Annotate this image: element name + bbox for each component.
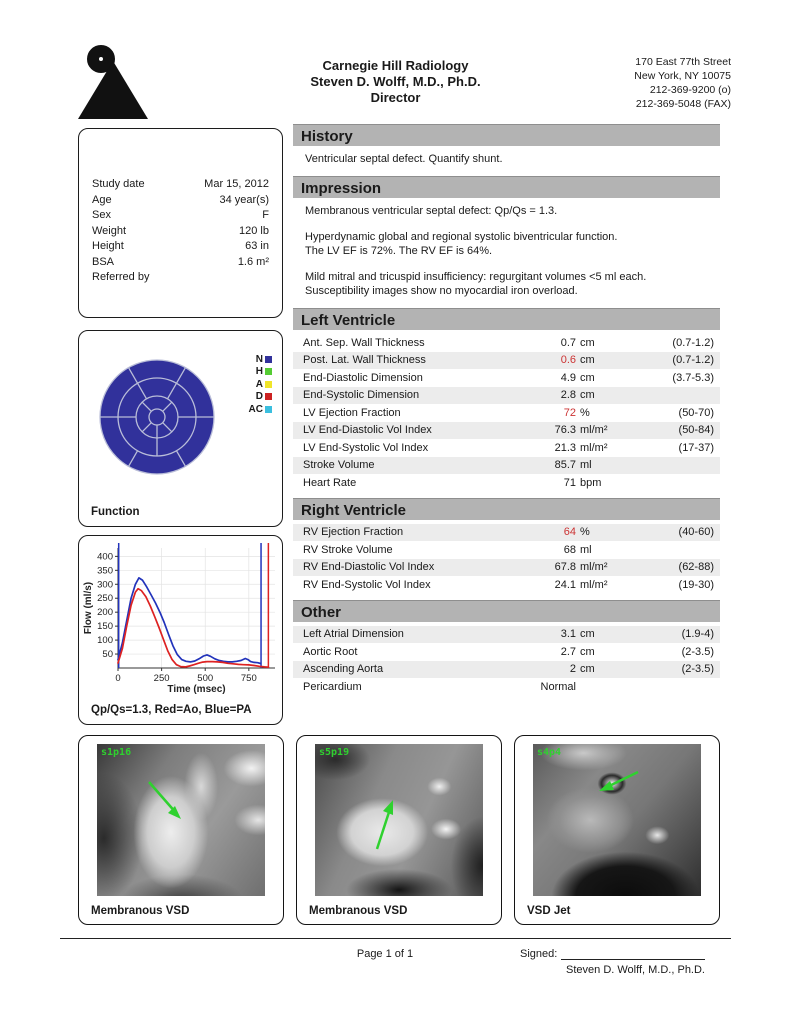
- row-label: Pericardium: [303, 680, 362, 693]
- svg-text:50: 50: [102, 649, 113, 661]
- table-row: [293, 541, 720, 559]
- row-label: RV End-Systolic Vol Index: [303, 578, 431, 591]
- row-range: (2-3.5): [681, 645, 714, 658]
- phone-line: 212-369-9200 (o): [649, 84, 731, 96]
- image-caption: VSD Jet: [527, 905, 571, 917]
- patient-label: BSA: [92, 255, 115, 268]
- legend-label: H: [255, 366, 263, 378]
- legend-label: N: [255, 353, 263, 365]
- row-label: Post. Lat. Wall Thickness: [303, 354, 426, 367]
- table-row: [293, 334, 720, 352]
- svg-text:100: 100: [97, 635, 113, 647]
- row-value: 68: [563, 543, 576, 556]
- svg-text:150: 150: [97, 621, 113, 633]
- row-label: Ant. Sep. Wall Thickness: [303, 336, 425, 349]
- row-label: Aortic Root: [303, 645, 358, 658]
- section-header-right-ventricle: Right Ventricle: [293, 498, 720, 520]
- row-label: LV Ejection Fraction: [303, 406, 401, 419]
- row-unit: ml: [580, 459, 592, 472]
- flow-caption: Qp/Qs=1.3, Red=Ao, Blue=PA: [91, 704, 252, 716]
- patient-value: 120 lb: [239, 224, 269, 237]
- patient-row: [92, 224, 269, 240]
- table-row: [293, 678, 720, 696]
- row-label: RV End-Diastolic Vol Index: [303, 561, 435, 574]
- svg-text:Time (msec): Time (msec): [167, 684, 226, 695]
- row-unit: cm: [580, 389, 595, 402]
- flow-chart: [81, 540, 283, 705]
- patient-row: [92, 177, 269, 193]
- row-unit: cm: [580, 645, 595, 658]
- impression-line: The LV EF is 72%. The RV EF is 64%.: [305, 245, 493, 257]
- row-unit: %: [580, 406, 590, 419]
- legend-swatch: [265, 368, 272, 375]
- patient-label: Age: [92, 193, 112, 206]
- row-label: Ascending Aorta: [303, 663, 384, 676]
- table-row: [293, 369, 720, 387]
- row-value: Normal: [540, 680, 576, 693]
- section-header-history: History: [293, 124, 720, 146]
- row-value: 2.8: [560, 389, 576, 402]
- address-line: New York, NY 10075: [634, 70, 731, 82]
- patient-row: [92, 270, 269, 286]
- row-label: LV End-Systolic Vol Index: [303, 441, 429, 454]
- row-label: End-Systolic Dimension: [303, 389, 420, 402]
- row-label: End-Diastolic Dimension: [303, 371, 423, 384]
- row-value: 67.8: [554, 561, 576, 574]
- table-row: [293, 559, 720, 577]
- svg-text:200: 200: [97, 607, 113, 619]
- signature-line: [561, 948, 705, 960]
- other-table: [293, 626, 720, 696]
- row-unit: cm: [580, 663, 595, 676]
- frame-code: s4p4: [537, 747, 562, 758]
- mri-panel-1: [78, 735, 284, 925]
- row-value-abnormal: 72: [563, 406, 576, 419]
- table-row: [293, 404, 720, 422]
- legend-swatch: [265, 393, 272, 400]
- impression-line: Susceptibility images show no myocardial iron overload.: [305, 285, 578, 297]
- patient-label: Referred by: [92, 271, 150, 283]
- legend-label: AC: [248, 403, 263, 415]
- svg-text:500: 500: [197, 673, 214, 684]
- row-unit: cm: [580, 628, 595, 641]
- table-row: [293, 576, 720, 594]
- section-header-left-ventricle: Left Ventricle: [293, 308, 720, 330]
- table-row: [293, 474, 720, 492]
- svg-text:250: 250: [153, 673, 170, 684]
- svg-text:400: 400: [97, 551, 113, 563]
- patient-row: [92, 208, 269, 224]
- footer-divider: [60, 938, 731, 939]
- row-value: 85.7: [554, 459, 576, 472]
- row-range: (62-88): [678, 561, 714, 574]
- row-unit: %: [580, 526, 590, 539]
- fax-line: 212-369-5048 (FAX): [635, 98, 731, 110]
- table-row: [293, 457, 720, 475]
- patient-label: Weight: [92, 224, 127, 237]
- table-row: [293, 422, 720, 440]
- row-range: (19-30): [678, 578, 714, 591]
- vsd-arrow-icon: [315, 744, 483, 896]
- row-value-abnormal: 64: [563, 526, 576, 539]
- patient-value: 34 year(s): [219, 193, 269, 206]
- table-row: [293, 626, 720, 644]
- row-value: 21.3: [554, 441, 576, 454]
- flow-curve-panel: [78, 535, 283, 725]
- svg-text:Flow (ml/s): Flow (ml/s): [83, 581, 94, 635]
- row-label: RV Ejection Fraction: [303, 526, 404, 539]
- row-value: 2: [569, 663, 576, 676]
- svg-text:350: 350: [97, 565, 113, 577]
- patient-value: 1.6 m²: [237, 255, 269, 268]
- practice-name: Carnegie Hill Radiology: [322, 58, 469, 73]
- image-caption: Membranous VSD: [91, 905, 190, 917]
- row-range: (0.7-1.2): [672, 354, 714, 367]
- history-text: Ventricular septal defect. Quantify shunt.: [305, 153, 503, 165]
- bullseye-legend: [249, 353, 272, 416]
- table-row: [293, 524, 720, 542]
- mri-panel-3: [514, 735, 720, 925]
- row-range: (3.7-5.3): [672, 371, 714, 384]
- row-unit: cm: [580, 354, 595, 367]
- legend-item: [249, 391, 272, 404]
- impression-line: Membranous ventricular septal defect: Qp/Qs = 1.3.: [305, 205, 558, 217]
- row-value: 2.7: [560, 645, 576, 658]
- impression-line: Mild mitral and tricuspid insufficiency: regurgitant volumes <5 ml each.: [305, 271, 647, 283]
- table-row: [293, 387, 720, 405]
- row-range: (0.7-1.2): [672, 336, 714, 349]
- right-column: [293, 124, 720, 725]
- signed-label: Signed:: [520, 948, 558, 960]
- row-value: 4.9: [560, 371, 576, 384]
- row-value: 3.1: [560, 628, 576, 641]
- mri-image: [97, 744, 265, 896]
- row-value: 76.3: [554, 424, 576, 437]
- patient-label: Study date: [92, 178, 145, 190]
- row-label: LV End-Diastolic Vol Index: [303, 424, 432, 437]
- patient-label: Height: [92, 240, 124, 252]
- row-range: (50-84): [678, 424, 714, 437]
- patient-row: [92, 239, 269, 255]
- letterhead-address: [634, 55, 731, 111]
- row-label: Stroke Volume: [303, 459, 375, 472]
- legend-swatch: [265, 406, 272, 413]
- mri-image: [315, 744, 483, 896]
- row-unit: ml/m²: [580, 424, 608, 437]
- legend-item: [249, 366, 272, 379]
- right-ventricle-table: [293, 524, 720, 594]
- vsd-arrow-icon: [97, 744, 265, 896]
- table-row: [293, 439, 720, 457]
- legend-label: D: [255, 391, 263, 403]
- patient-value: F: [262, 209, 269, 221]
- row-range: (50-70): [678, 406, 714, 419]
- row-unit: ml/m²: [580, 578, 608, 591]
- legend-swatch: [265, 381, 272, 388]
- impression-line: Hyperdynamic global and regional systolic biventricular function.: [305, 231, 618, 243]
- mri-panel-2: [296, 735, 502, 925]
- table-row: [293, 352, 720, 370]
- frame-code: s5p19: [319, 747, 350, 758]
- row-unit: cm: [580, 371, 595, 384]
- section-header-other: Other: [293, 600, 720, 622]
- mri-image-strip: [78, 735, 720, 925]
- legend-item: [249, 378, 272, 391]
- address-line: 170 East 77th Street: [635, 56, 731, 68]
- row-unit: cm: [580, 336, 595, 349]
- svg-text:750: 750: [240, 673, 257, 684]
- signature-block: [520, 948, 705, 976]
- row-unit: ml: [580, 543, 592, 556]
- row-value: 0.7: [560, 336, 576, 349]
- vsd-arrow-icon: [533, 744, 701, 896]
- row-unit: ml/m²: [580, 441, 608, 454]
- row-label: RV Stroke Volume: [303, 543, 393, 556]
- patient-value: 63 in: [245, 240, 269, 252]
- function-bullseye-panel: [78, 330, 283, 527]
- svg-text:300: 300: [97, 579, 113, 591]
- legend-label: A: [255, 378, 263, 390]
- legend-swatch: [265, 356, 272, 363]
- patient-row: [92, 255, 269, 271]
- frame-code: s1p16: [101, 747, 132, 758]
- page-number: Page 1 of 1: [356, 948, 414, 960]
- left-column: [78, 124, 283, 725]
- function-caption: Function: [91, 506, 140, 518]
- row-value-abnormal: 0.6: [560, 354, 576, 367]
- row-unit: bpm: [580, 476, 602, 489]
- svg-text:0: 0: [115, 673, 121, 684]
- row-value: 71: [563, 476, 576, 489]
- patient-value: Mar 15, 2012: [204, 178, 269, 190]
- signed-name: Steven D. Wolff, M.D., Ph.D.: [566, 964, 705, 976]
- row-range: (2-3.5): [681, 663, 714, 676]
- table-row: [293, 643, 720, 661]
- left-ventricle-table: [293, 334, 720, 492]
- row-range: (40-60): [678, 526, 714, 539]
- svg-text:250: 250: [97, 593, 113, 605]
- patient-label: Sex: [92, 209, 111, 221]
- table-row: [293, 661, 720, 679]
- bullseye-plot: [87, 347, 227, 487]
- impression-text: [305, 204, 720, 298]
- row-label: Heart Rate: [303, 476, 357, 489]
- legend-item: [249, 403, 272, 416]
- section-header-impression: Impression: [293, 176, 720, 198]
- patient-info-panel: [78, 128, 283, 318]
- legend-item: [249, 353, 272, 366]
- image-caption: Membranous VSD: [309, 905, 408, 917]
- patient-row: [92, 193, 269, 209]
- row-value: 24.1: [554, 578, 576, 591]
- doctor-title: Director: [370, 90, 421, 105]
- row-unit: ml/m²: [580, 561, 608, 574]
- row-range: (17-37): [678, 441, 714, 454]
- row-range: (1.9-4): [681, 628, 714, 641]
- mri-image: [533, 744, 701, 896]
- row-label: Left Atrial Dimension: [303, 628, 404, 641]
- doctor-name: Steven D. Wolff, M.D., Ph.D.: [310, 74, 481, 89]
